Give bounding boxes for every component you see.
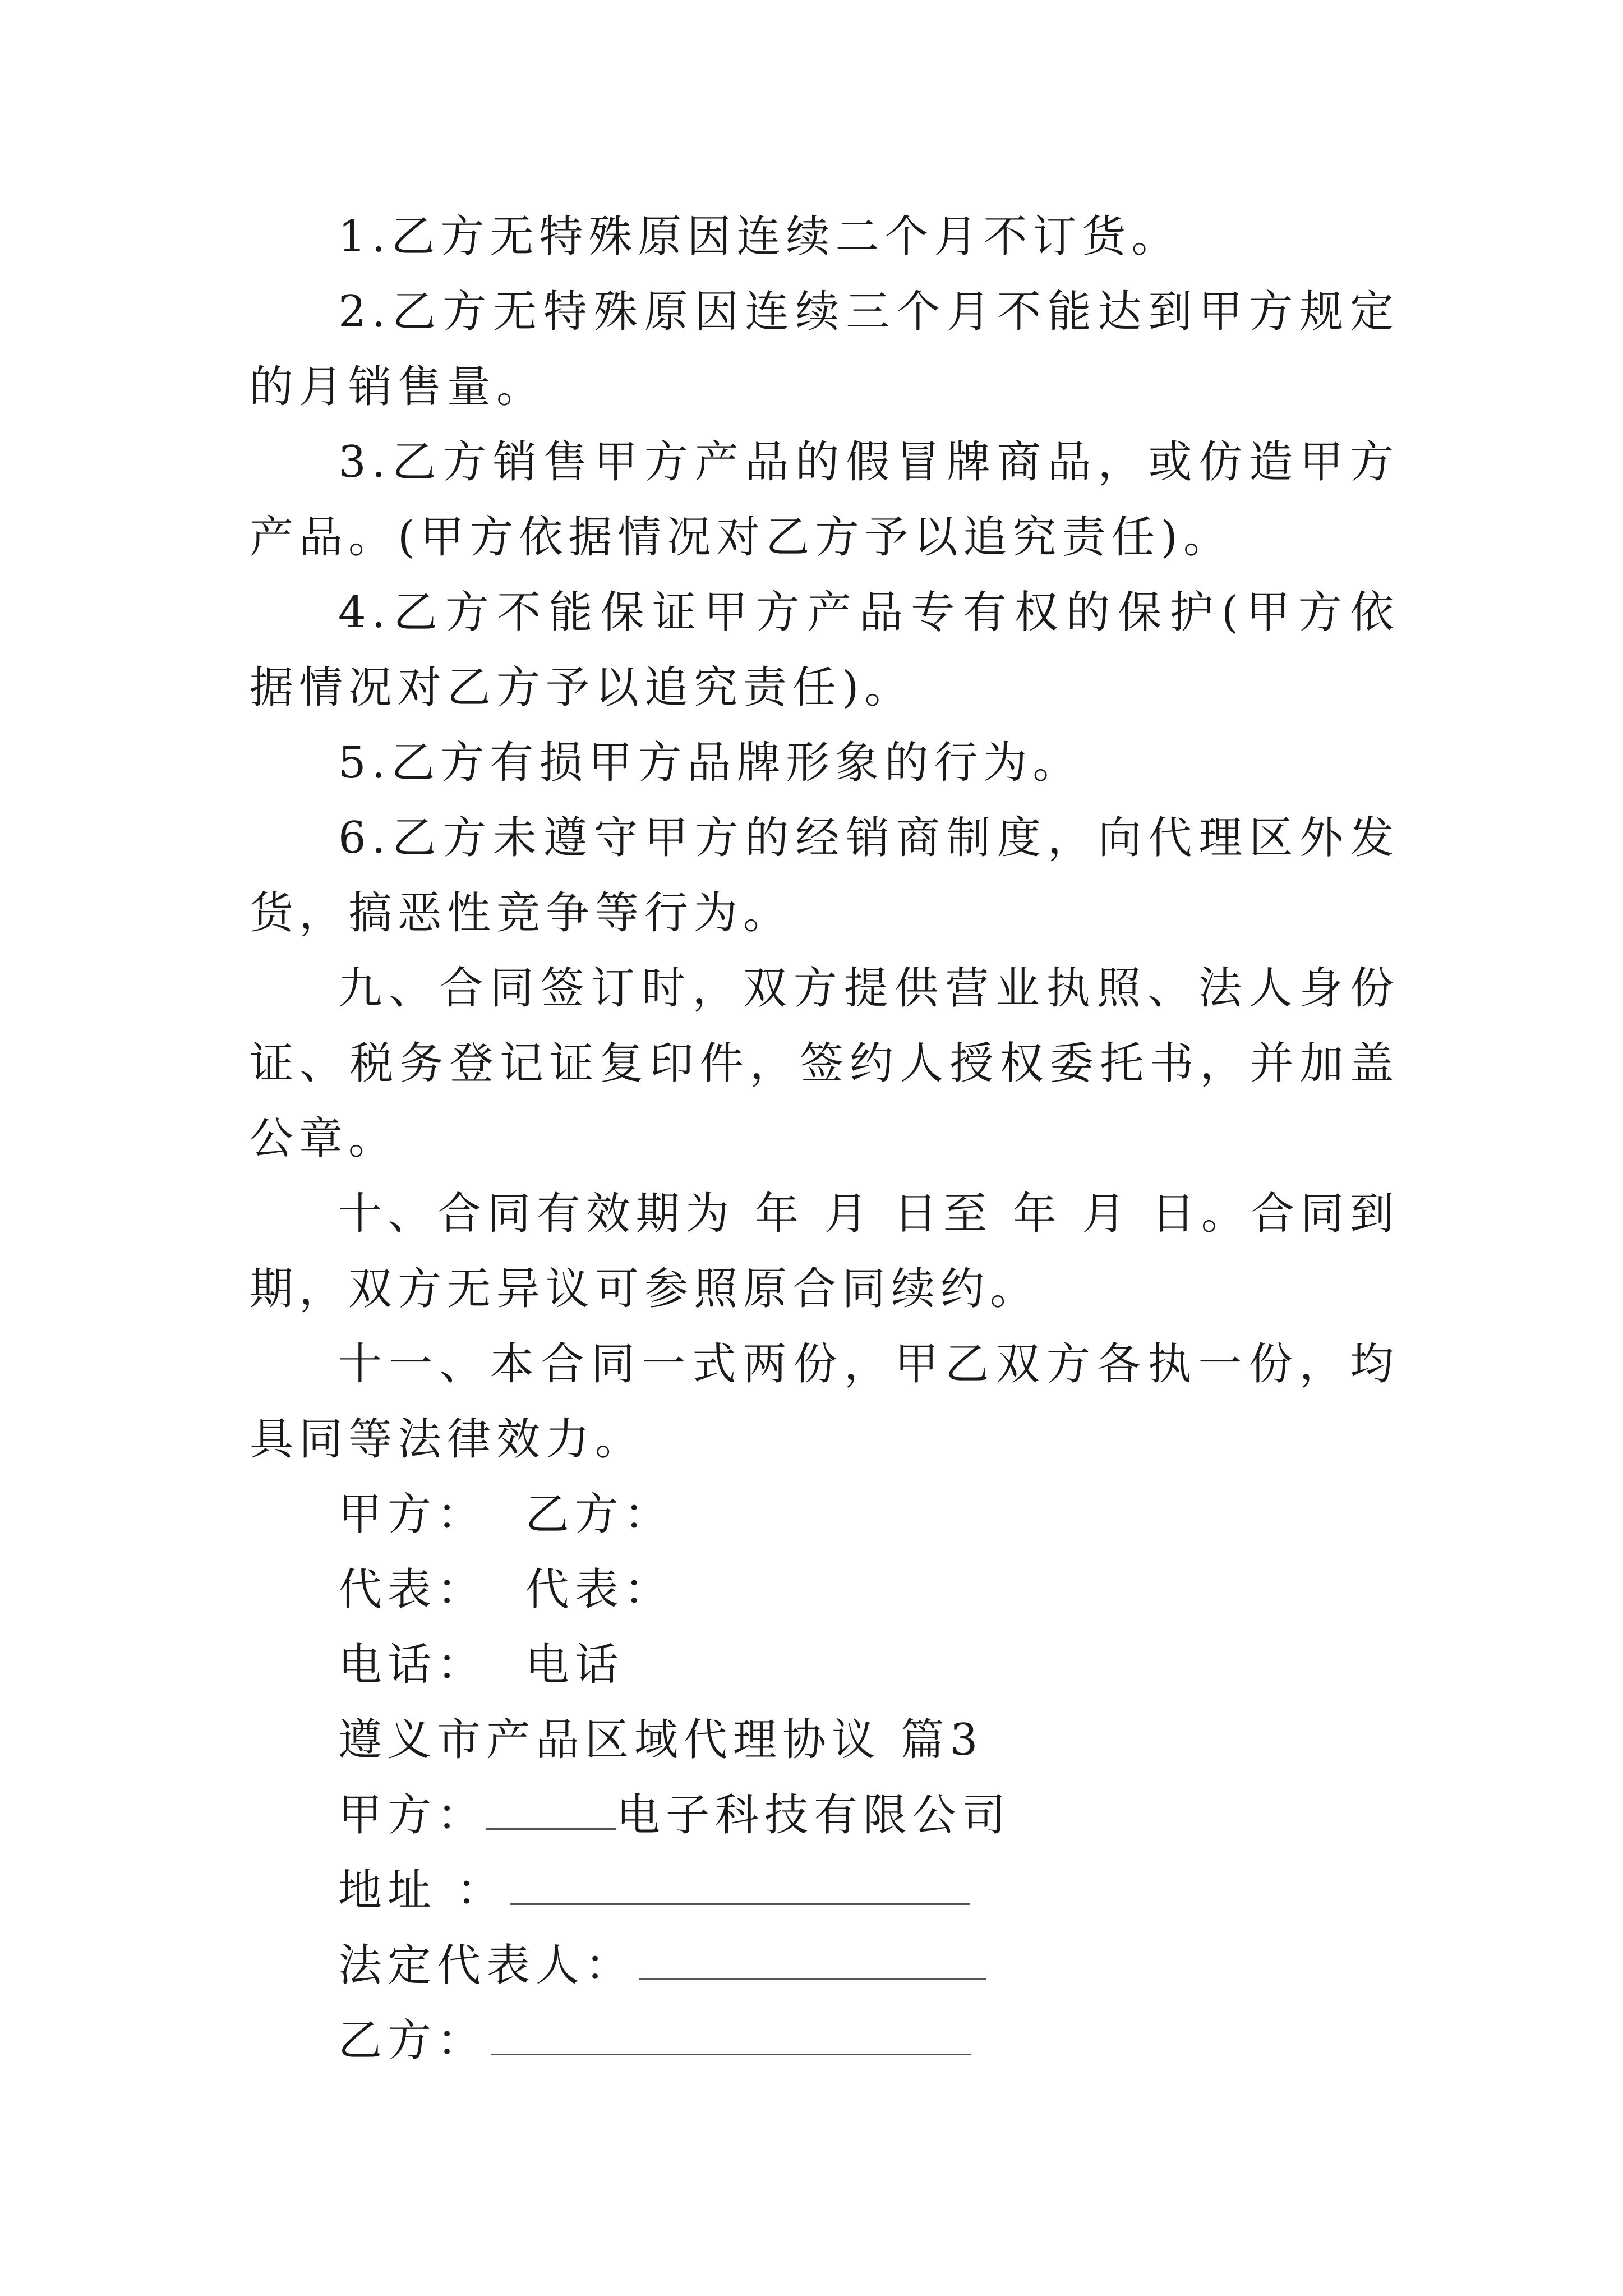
form-party-b bbox=[250, 2003, 1399, 2078]
party-a-company-suffix: 电子科技有限公司 bbox=[616, 1790, 1012, 1841]
form-legal-rep bbox=[250, 1928, 1399, 2003]
party-b-label: 乙方： bbox=[338, 2016, 487, 2066]
legal-rep-blank-line bbox=[639, 1943, 986, 1980]
clause-1: 1.乙方无特殊原因连续二个月不订货。 bbox=[338, 211, 1181, 262]
article-11: 十一、本合同一式两份，甲乙双方各执一份，均具同等法律效力。 bbox=[250, 1339, 1399, 1465]
article-10: 十、合同有效期为 年 月 日至 年 月 日。合同到期，双方无异议可参照原合同续约。 bbox=[250, 1189, 1399, 1314]
party-a-blank-line bbox=[486, 1792, 616, 1830]
clause-5: 5.乙方有损甲方品牌形象的行为。 bbox=[338, 738, 1082, 788]
clause-2: 2.乙方无特殊原因连续三个月不能达到甲方规定的月销售量。 bbox=[250, 287, 1399, 412]
address-blank-line bbox=[510, 1867, 970, 1905]
form-address bbox=[250, 1853, 1399, 1928]
form-party-a bbox=[250, 1778, 1399, 1853]
signature-phones: 电话： 电话 bbox=[338, 1640, 624, 1690]
signature-parties: 甲方： 乙方： bbox=[338, 1489, 674, 1540]
party-a-label: 甲方： bbox=[338, 1790, 487, 1841]
clause-6: 6.乙方未遵守甲方的经销商制度，向代理区外发货，搞恶性竞争等行为。 bbox=[250, 813, 1399, 938]
clause-3: 3.乙方销售甲方产品的假冒牌商品，或仿造甲方产品。(甲方依据情况对乙方予以追究责任)。 bbox=[250, 437, 1399, 563]
signature-representatives: 代表： 代表： bbox=[338, 1565, 674, 1615]
clause-4: 4.乙方不能保证甲方产品专有权的保护(甲方依据情况对乙方予以追究责任)。 bbox=[250, 587, 1399, 713]
legal-rep-label: 法定代表人： bbox=[338, 1940, 635, 1991]
address-label: 地址 ： bbox=[338, 1865, 506, 1916]
section-title: 遵义市产品区域代理协议 篇3 bbox=[338, 1715, 984, 1765]
document-body bbox=[250, 199, 1399, 2078]
party-b-blank-line bbox=[491, 2018, 971, 2055]
article-9: 九、合同签订时，双方提供营业执照、法人身份证、税务登记证复印件，签约人授权委托书，并加盖公章。 bbox=[250, 963, 1399, 1164]
